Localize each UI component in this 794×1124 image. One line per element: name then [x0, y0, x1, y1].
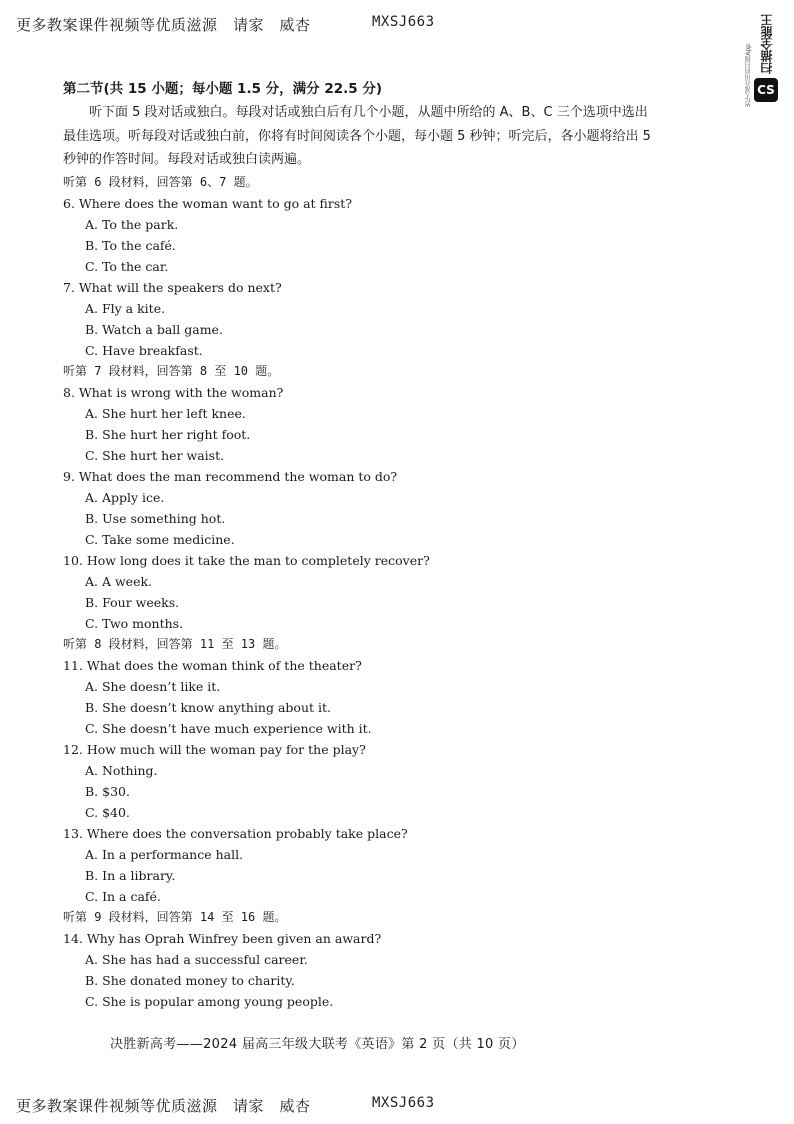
exam-content [63, 80, 653, 1012]
answer-option: A. Apply ice. [85, 489, 165, 505]
answer-option: C. She doesn’t have much experience with it. [85, 720, 372, 736]
answer-option: A. She has had a successful career. [85, 951, 308, 967]
question-stem: 11. What does the woman think of the theater? [63, 657, 362, 673]
answer-option: C. She hurt her waist. [85, 447, 225, 463]
answer-option: A. In a performance hall. [85, 846, 244, 862]
segment-heading: 听第 9 段材料，回答第 14 至 16 题。 [63, 909, 287, 924]
answer-option: C. She is popular among young people. [85, 993, 334, 1009]
answer-option: C. In a café. [85, 888, 161, 904]
answer-option: C. Have breakfast. [85, 342, 203, 358]
answer-option: B. In a library. [85, 867, 176, 883]
footer-promo-text: 更多教案课件视频等优质滋源 请家 威杏 [16, 1097, 311, 1115]
question-stem: 7. What will the speakers do next? [63, 279, 282, 295]
section-title: 第二节(共 15 小题；每小题 1.5 分，满分 22.5 分) [63, 81, 383, 97]
header-promo-text: 更多教案课件视频等优质滋源 请家 威杏 [16, 16, 311, 34]
header-promo-code: MXSJ663 [372, 14, 435, 30]
answer-option: B. Watch a ball game. [85, 321, 223, 337]
question-groups [63, 172, 653, 1012]
segment-heading: 听第 6 段材料，回答第 6、7 题。 [63, 174, 258, 189]
question-stem: 9. What does the man recommend the woman to do? [63, 468, 398, 484]
answer-option: B. Four weeks. [85, 594, 180, 610]
footer-promo-code: MXSJ663 [372, 1095, 435, 1111]
section-instructions: 听下面 5 段对话或独白。每段对话或独白后有几个小题，从题中所给的 A、B、C 三个选项中选出最佳选项。听每段对话或独白前，你将有时间阅读各个小题，每小题 5 秒钟；听完后，各小题将给出 5 秒钟的作答时间。每段对话或独白读两遍。 [63, 105, 651, 167]
segment-heading: 听第 8 段材料，回答第 11 至 13 题。 [63, 636, 287, 651]
question-stem: 12. How much will the woman pay for the play? [63, 741, 366, 757]
answer-option: A. To the park. [85, 216, 179, 232]
question-stem: 6. Where does the woman want to go at first? [63, 195, 352, 211]
answer-option: B. To the café. [85, 237, 176, 253]
footer-promo [16, 1095, 435, 1116]
header-promo [16, 14, 435, 35]
answer-option: C. To the car. [85, 258, 169, 274]
answer-option: B. Use something hot. [85, 510, 226, 526]
answer-option: A. She doesn’t like it. [85, 678, 221, 694]
question-stem: 10. How long does it take the man to completely recover? [63, 552, 430, 568]
answer-option: B. She donated money to charity. [85, 972, 295, 988]
answer-option: C. $40. [85, 804, 130, 820]
scanner-name: 扫描全能王 [759, 14, 774, 74]
question-stem: 13. Where does the conversation probably take place? [63, 825, 408, 841]
answer-option: A. A week. [85, 573, 153, 589]
answer-option: A. Fly a kite. [85, 300, 166, 316]
scanner-badge [745, 14, 780, 112]
page-footer: 决胜新高考——2024 届高三年级大联考《英语》第 2 页（共 10 页） [110, 1037, 525, 1052]
answer-option: A. Nothing. [85, 762, 158, 778]
cs-logo-icon: CS [754, 78, 778, 102]
question-stem: 8. What is wrong with the woman? [63, 384, 284, 400]
segment-heading: 听第 7 段材料，回答第 8 至 10 题。 [63, 363, 280, 378]
answer-option: B. She doesn’t know anything about it. [85, 699, 331, 715]
question-stem: 14. Why has Oprah Winfrey been given an award? [63, 930, 382, 946]
answer-option: B. $30. [85, 783, 130, 799]
answer-option: C. Take some medicine. [85, 531, 235, 547]
answer-option: B. She hurt her right foot. [85, 426, 251, 442]
answer-option: A. She hurt her left knee. [85, 405, 246, 421]
answer-option: C. Two months. [85, 615, 184, 631]
scanner-tagline: 3亿人都在用的扫描App [745, 44, 752, 108]
